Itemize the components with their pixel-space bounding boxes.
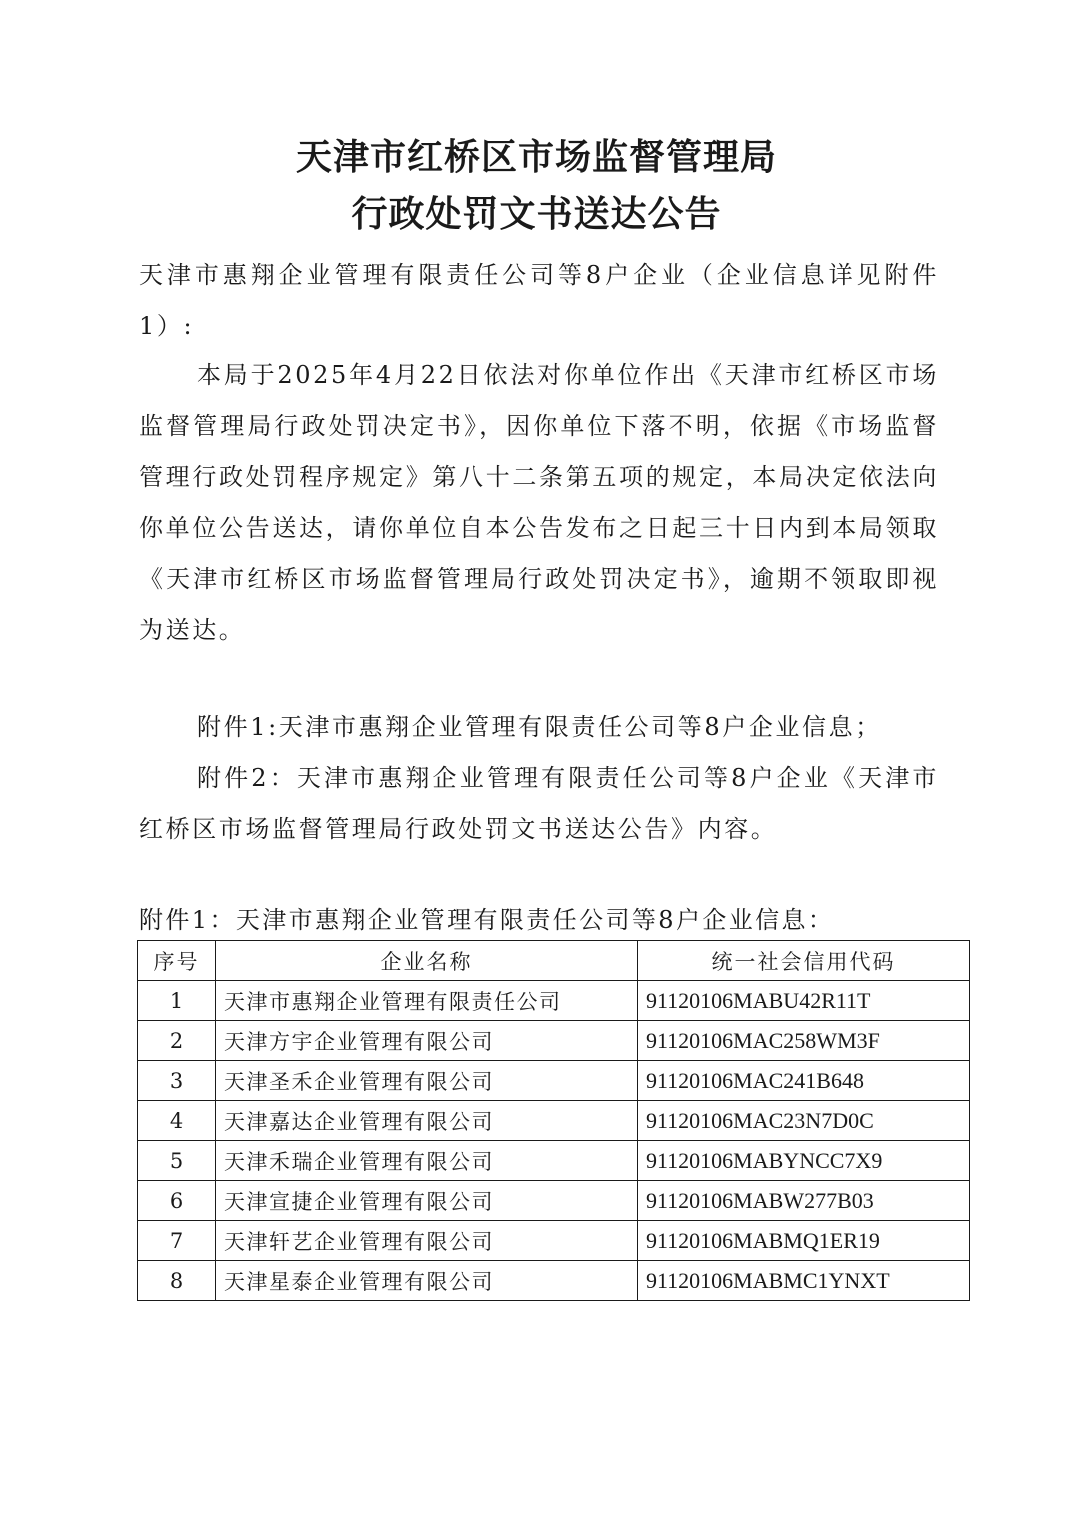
row-credit-code: 91120106MABU42R11T: [638, 981, 970, 1021]
table-caption: 附件1：天津市惠翔企业管理有限责任公司等8户企业信息：: [139, 906, 835, 934]
row-serial-no: 7: [138, 1221, 216, 1261]
row-enterprise-name: 天津宣捷企业管理有限公司: [216, 1181, 638, 1221]
row-enterprise-name: 天津禾瑞企业管理有限公司: [216, 1141, 638, 1181]
row-serial-no: 3: [138, 1061, 216, 1101]
row-credit-code: 91120106MABW277B03: [638, 1181, 970, 1221]
row-credit-code: 91120106MAC258WM3F: [638, 1021, 970, 1061]
row-enterprise-name: 天津星泰企业管理有限公司: [216, 1261, 638, 1301]
table-row: [138, 981, 970, 1021]
row-enterprise-name: 天津轩艺企业管理有限公司: [216, 1221, 638, 1261]
main-paragraph: [139, 350, 939, 656]
attachment-list: [139, 702, 939, 855]
row-credit-code: 91120106MAC241B648: [638, 1061, 970, 1101]
header-serial-no: 序号: [138, 941, 216, 981]
addressee-text: 天津市惠翔企业管理有限责任公司等8户企业（企业信息详见附件1）:: [139, 261, 939, 340]
table-row: [138, 1261, 970, 1301]
attachment-item-1: 附件1:天津市惠翔企业管理有限责任公司等8户企业信息；: [197, 713, 882, 741]
row-serial-no: 4: [138, 1101, 216, 1141]
header-enterprise-name: 企业名称: [216, 941, 638, 981]
addressee: [139, 250, 939, 352]
main-paragraph-text: 本局于2025年4月22日依法对你单位作出《天津市红桥区市场监督管理局行政处罚决定书》，因你单位下落不明，依据《市场监督管理行政处罚程序规定》第八十二条第五项的规定，本局决定依法向你单位公告送达，请你单位自本公告发布之日起三十日内到本局领取《天津市红桥区市场监督管理局行政处罚决定书》，逾期不领取即视为送达。: [139, 361, 939, 644]
table-row: [138, 1061, 970, 1101]
table-row: [138, 1101, 970, 1141]
row-serial-no: 8: [138, 1261, 216, 1301]
row-enterprise-name: 天津方宇企业管理有限公司: [216, 1021, 638, 1061]
document-title-line-1: 天津市红桥区市场监督管理局: [295, 136, 777, 178]
row-enterprise-name: 天津市惠翔企业管理有限责任公司: [216, 981, 638, 1021]
row-serial-no: 5: [138, 1141, 216, 1181]
table-row: [138, 1181, 970, 1221]
document-title-line-2: 行政处罚文书送达公告: [351, 193, 722, 235]
row-credit-code: 91120106MABMQ1ER19: [638, 1221, 970, 1261]
table-header-row: [138, 941, 970, 981]
attachment-item-2: 附件2：天津市惠翔企业管理有限责任公司等8户企业《天津市红桥区市场监督管理局行政处罚文书送达公告》内容。: [139, 764, 939, 843]
enterprise-info-table: [137, 940, 970, 1301]
row-enterprise-name: 天津嘉达企业管理有限公司: [216, 1101, 638, 1141]
row-credit-code: 91120106MABYNCC7X9: [638, 1141, 970, 1181]
row-serial-no: 6: [138, 1181, 216, 1221]
header-credit-code: 统一社会信用代码: [638, 941, 970, 981]
table-row: [138, 1141, 970, 1181]
table-row: [138, 1221, 970, 1261]
table-row: [138, 1021, 970, 1061]
row-serial-no: 1: [138, 981, 216, 1021]
row-enterprise-name: 天津圣禾企业管理有限公司: [216, 1061, 638, 1101]
row-credit-code: 91120106MABMC1YNXT: [638, 1261, 970, 1301]
row-credit-code: 91120106MAC23N7D0C: [638, 1101, 970, 1141]
row-serial-no: 2: [138, 1021, 216, 1061]
